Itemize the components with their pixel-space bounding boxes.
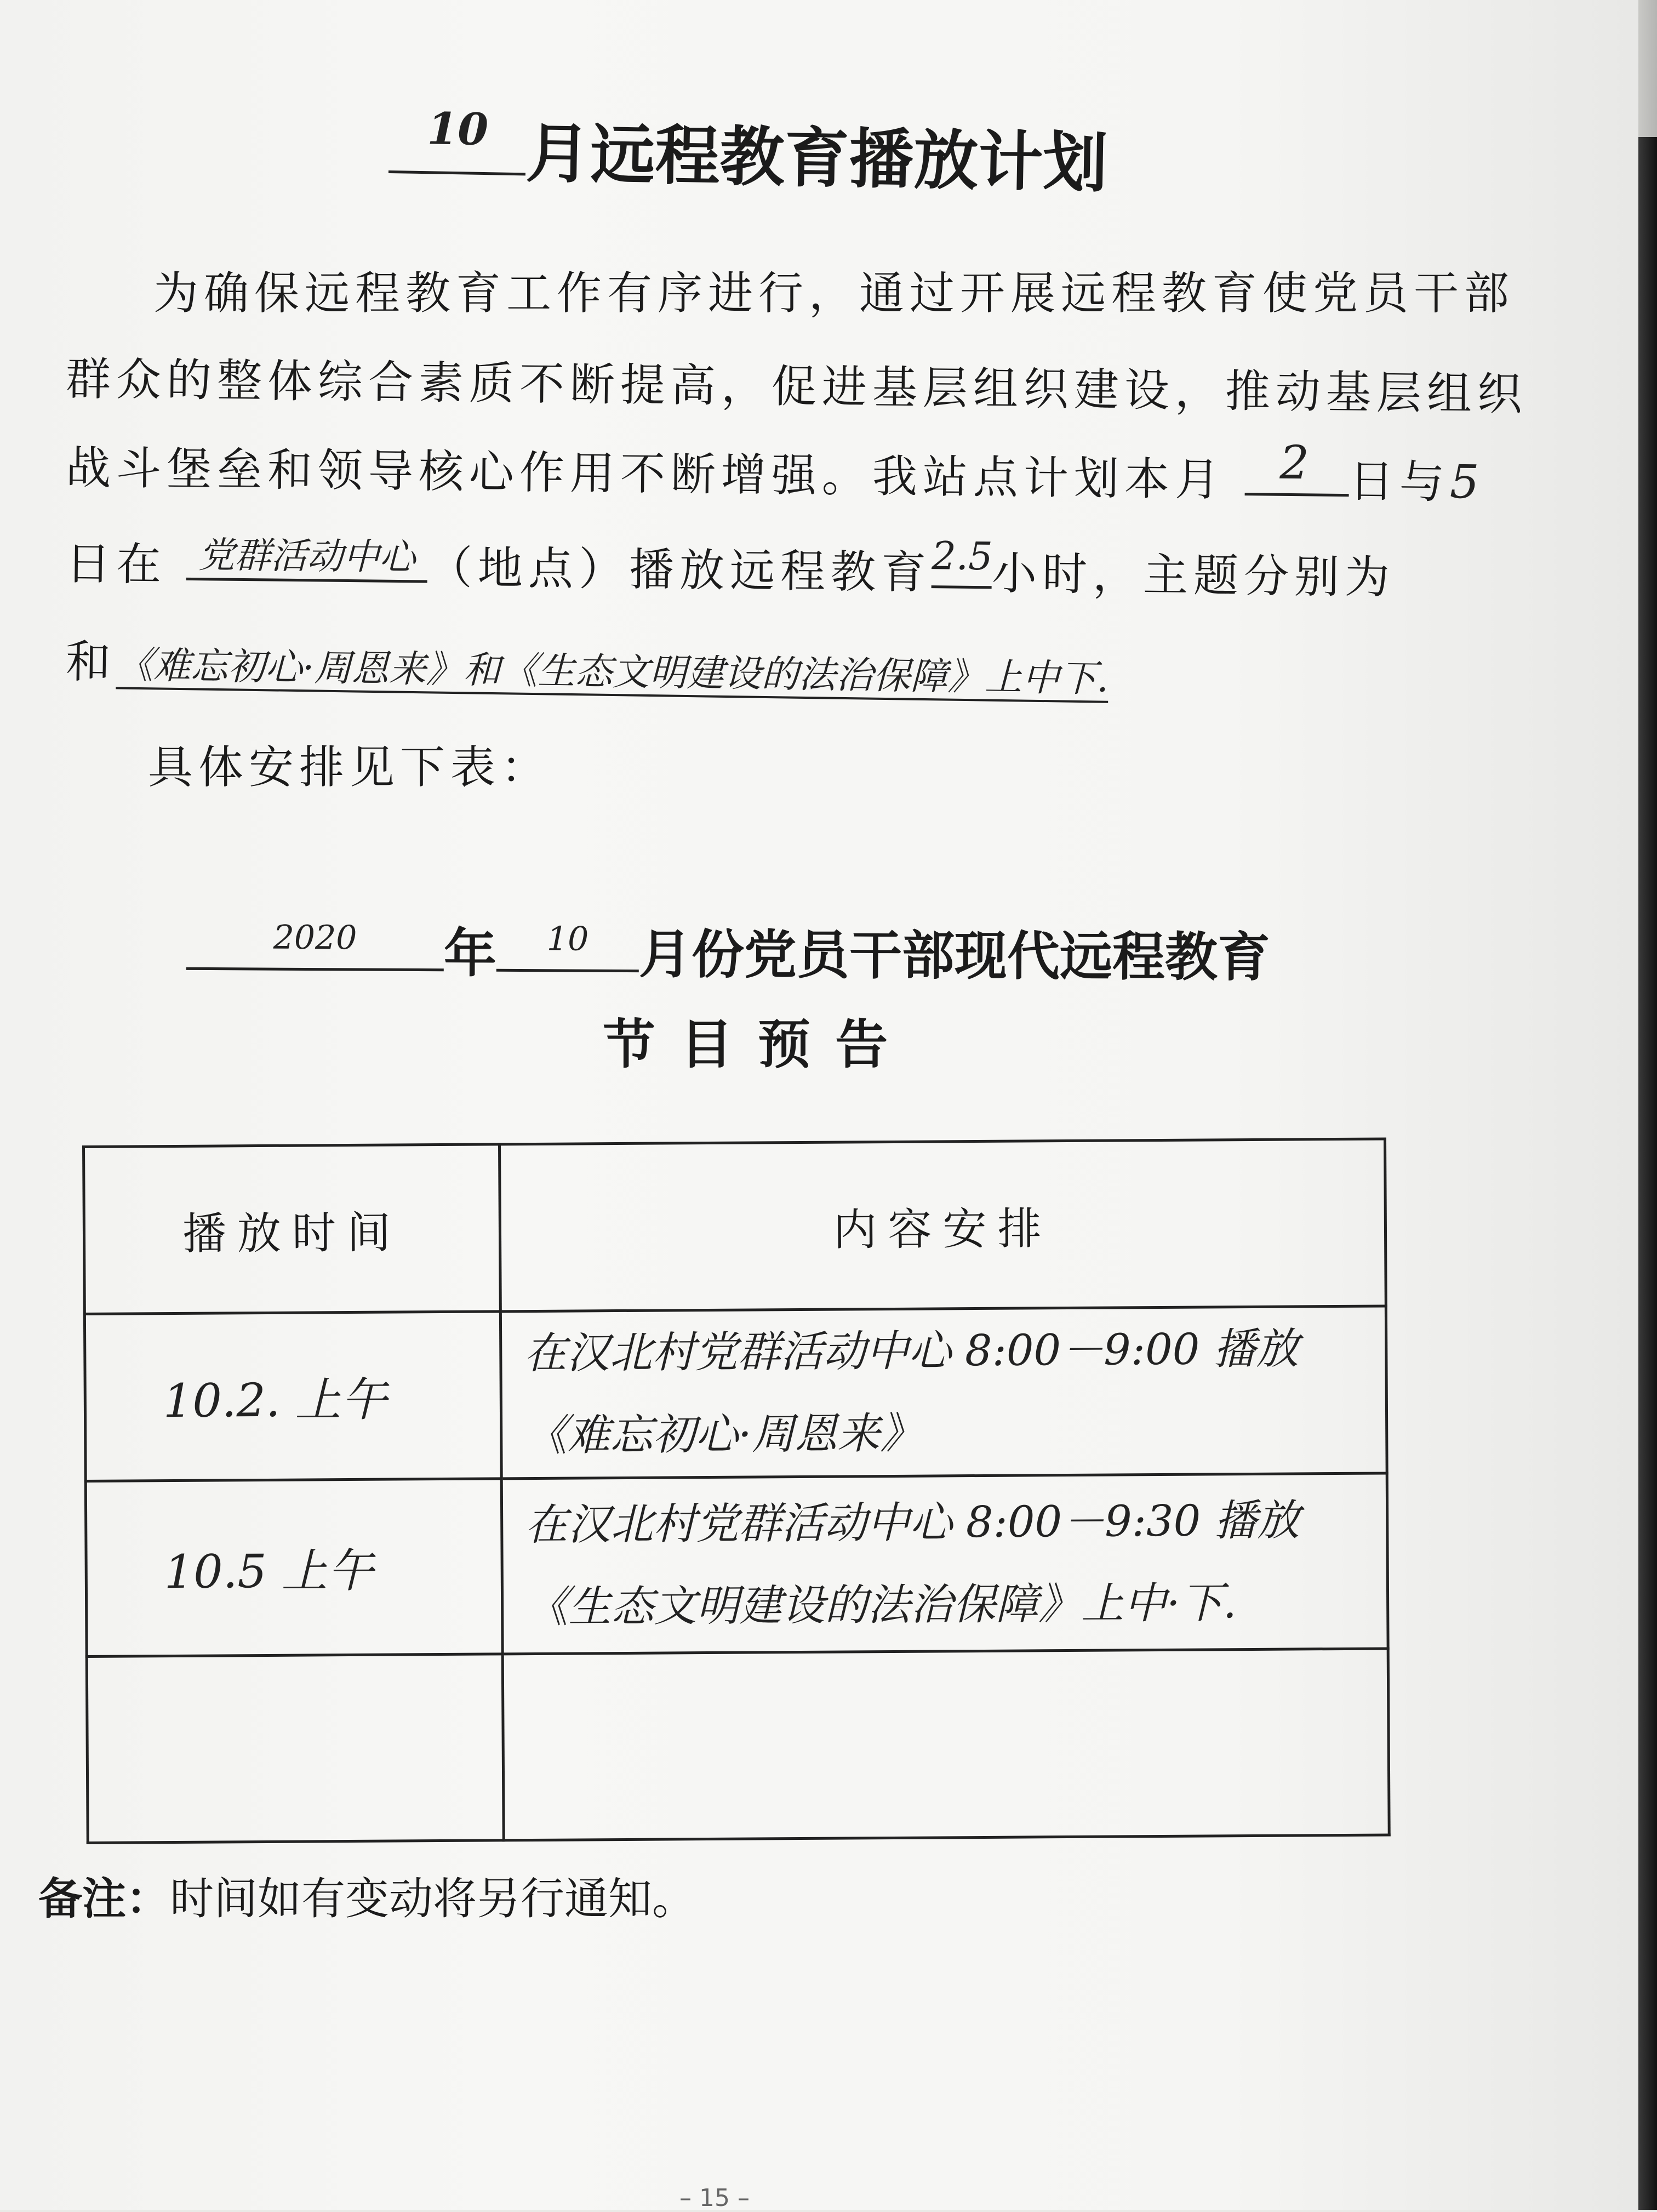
schedule-subheading: 节 目 预 告 (603, 1014, 892, 1075)
day1-blank (1245, 435, 1350, 497)
day2-handwritten: 5 (1449, 455, 1485, 509)
day1-handwritten: 2 (1279, 435, 1315, 490)
page-number: – 15 – (679, 2184, 750, 2212)
row-time: 10.2. 上午 (84, 1312, 501, 1481)
place-handwritten: 党群活动中心 (198, 534, 416, 579)
paragraph-line-1: 为确保远程教育工作有序进行，通过开展远程教育使党员干部 (153, 267, 1515, 320)
year-blank (186, 907, 444, 971)
paragraph-line-2: 群众的整体综合素质不断提高，促进基层组织建设，推动基层组织 (65, 353, 1528, 421)
row-time (87, 1654, 504, 1843)
paragraph-line-5-text: 和 (65, 636, 117, 689)
note-label: 备注： (38, 1873, 170, 1924)
paragraph-line-3-mid: 日与 (1349, 455, 1450, 509)
table-row (85, 1473, 1388, 1657)
header-content: 内容安排 (499, 1139, 1386, 1312)
table-row (84, 1306, 1387, 1481)
hours-handwritten: 2.5 (931, 533, 993, 579)
photo-edge-shadow (1638, 137, 1657, 2210)
paragraph-line-4-end: 小时，主题分别为 (991, 548, 1396, 604)
row-content-line: 《难忘初心·周恩来》 (524, 1409, 923, 1461)
row-content (501, 1473, 1388, 1654)
page-title (388, 99, 1321, 201)
table-header-row (84, 1139, 1386, 1314)
footnote (38, 1863, 696, 1926)
title-month-handwritten: 10 (426, 102, 489, 156)
row-content-line: 《生态文明建设的法治保障》上中·下. (525, 1578, 1237, 1632)
topics-handwritten: 《难忘初心·周恩来》和《生态文明建设的法治保障》上中下. (116, 643, 1109, 703)
heading-rest: 月份党员干部现代远程教育 (638, 923, 1271, 989)
title-text: 月远程教育播放计划 (525, 115, 1109, 201)
row-content-line: 在汉北村党群活动中心 8:00－9:30 播放 (524, 1495, 1300, 1550)
table-row (87, 1649, 1389, 1843)
heading-month-handwritten: 10 (546, 920, 589, 959)
photo-edge (1638, 0, 1657, 137)
row-content (500, 1306, 1387, 1479)
paragraph-line-4-text: 日在 (65, 538, 167, 591)
year-handwritten: 2020 (273, 918, 357, 957)
heading-year-label: 年 (443, 922, 497, 984)
header-time: 播放时间 (84, 1144, 501, 1314)
paragraph-line-6: 具体安排见下表： (148, 742, 552, 794)
row-content (502, 1649, 1389, 1840)
row-content-line: 在汉北村党群活动中心 8:00－9:00 播放 (523, 1324, 1299, 1379)
paragraph-line-3-text: 战斗堡垒和领导核心作用不断增强。我站点计划本月 (65, 442, 1226, 506)
row-time: 10.5 上午 (85, 1479, 502, 1657)
schedule-table (82, 1137, 1391, 1844)
note-text: 时间如有变动将另行通知。 (170, 1873, 696, 1924)
schedule-heading (186, 907, 1271, 991)
hours-blank (931, 533, 993, 589)
paragraph-line-4-mid: （地点）播放远程教育 (427, 541, 932, 600)
heading-month-blank (496, 909, 639, 972)
title-month-blank (388, 102, 527, 175)
place-blank (186, 528, 428, 583)
